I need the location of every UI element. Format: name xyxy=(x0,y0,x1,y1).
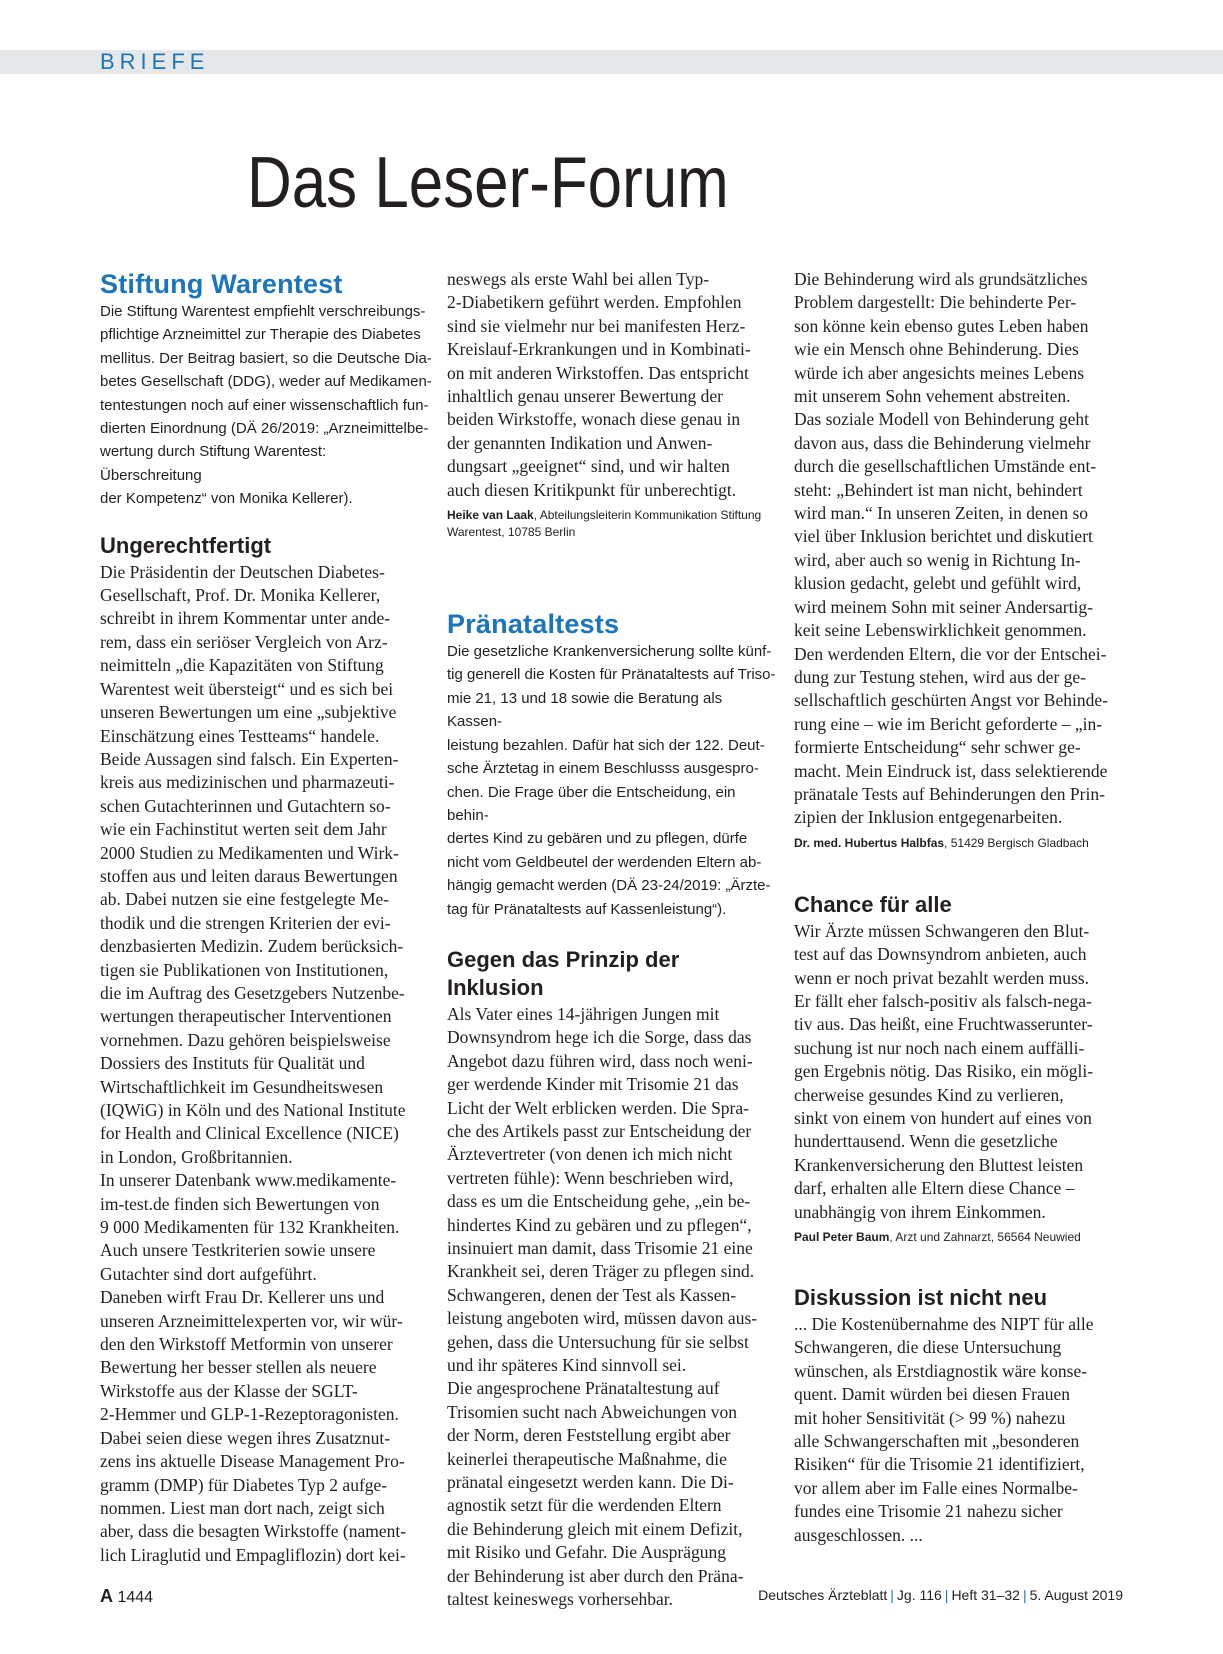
text-line: unseren Arzneimittelexperten vor, wir wür- xyxy=(100,1310,403,1331)
letter-heading-ungerechtfertigt: Ungerechtfertigt xyxy=(100,532,272,558)
text-line: hindertes Kind zu gebären und zu pflegen“, xyxy=(447,1214,752,1235)
text-line: mellitus. Der Beitrag basiert, so die Deutsche Dia- xyxy=(100,349,432,367)
text-line: Downsyndrom hege ich die Sorge, dass das xyxy=(447,1027,752,1048)
letter-heading-chance: Chance für alle xyxy=(794,891,952,917)
text-line: Licht der Welt erblicken werden. Die Spra- xyxy=(447,1097,749,1118)
signature-affiliation: , 51429 Bergisch Gladbach xyxy=(944,835,1089,850)
text-line: pränatal eingesetzt werden kann. Die Di- xyxy=(447,1472,734,1493)
text-line: im-test.de finden sich Bewertungen von xyxy=(100,1193,380,1214)
text-line: ... Die Kostenübernahme des NIPT für alle xyxy=(794,1314,1094,1335)
text-line: betes Gesellschaft (DDG), weder auf Medikamen- xyxy=(100,373,432,391)
text-line: Das soziale Modell von Behinderung geht xyxy=(794,409,1090,430)
text-line: vertreten fühle): Wenn beschrieben wird, xyxy=(447,1167,734,1188)
text-line: gramm (DMP) für Diabetes Typ 2 aufge- xyxy=(100,1474,388,1495)
text-line: vornehmen. Dazu gehören beispielsweise xyxy=(100,1029,391,1050)
letter-heading-diskussion: Diskussion ist nicht neu xyxy=(794,1285,1048,1311)
text-line: Er fällt eher falsch-positiv als falsch-nega- xyxy=(794,990,1092,1011)
section-label: BRIEFE xyxy=(100,49,210,74)
text-line: zipien der Inklusion entgegenarbeiten. xyxy=(794,807,1063,828)
text-line: Die Stiftung Warentest empfiehlt verschreibungs- xyxy=(100,303,426,320)
text-line: neimitteln „die Kapazitäten von Stiftung xyxy=(100,655,384,676)
text-line: beiden Wirkstoffe, wonach diese genau in xyxy=(447,409,741,430)
text-line: wird, aber auch so wenig in Richtung In- xyxy=(794,549,1081,570)
text-line: der Behinderung ist aber durch den Präna- xyxy=(447,1565,744,1586)
letter-signature xyxy=(447,507,779,541)
text-line: Daneben wirft Frau Dr. Kellerer uns und xyxy=(100,1287,385,1308)
text-line: Dossiers des Instituts für Qualität und xyxy=(100,1053,365,1074)
text-line: mie 21, 13 und 18 sowie die Beratung als Kassen- xyxy=(447,689,723,731)
text-line: unseren Bewertungen um eine „subjektive xyxy=(100,702,397,723)
signature-name: Dr. med. Hubertus Halbfas xyxy=(794,835,945,850)
text-line: tiv aus. Das heißt, eine Fruchtwasserunter- xyxy=(794,1014,1093,1035)
text-line: Trisomien sucht nach Abweichungen von xyxy=(447,1401,738,1422)
text-line: sinkt von einem von hundert auf eines von xyxy=(794,1108,1092,1128)
text-line: dung zur Testung stehen, wird aus der ge- xyxy=(794,666,1086,687)
journal-name: Deutsches Ärzteblatt xyxy=(758,1587,888,1603)
text-line: ausgeschlossen. ... xyxy=(794,1524,923,1545)
text-line: Krankenversicherung den Bluttest leisten xyxy=(794,1154,1084,1175)
text-line: Beide Aussagen sind falsch. Ein Experten- xyxy=(100,748,399,769)
text-line: ger werdende Kinder mit Trisomie 21 das xyxy=(447,1074,739,1095)
text-line: durch die gesellschaftlichen Umstände ent- xyxy=(794,456,1097,477)
text-line: denzbasierten Medizin. Zudem berücksich- xyxy=(100,936,404,957)
text-line: keit seine Lebenswirklichkeit genommen. xyxy=(794,620,1087,641)
text-line: Den werdenden Eltern, die vor der Entschei- xyxy=(794,643,1107,664)
letter-body xyxy=(447,1003,779,1612)
text-line: 9 000 Medikamenten für 132 Krankheiten. xyxy=(100,1217,400,1238)
page-title: Das Leser-Forum xyxy=(247,143,729,223)
text-line: sellschaftlich geschürten Angst vor Behinde- xyxy=(794,690,1108,711)
text-line: stoffen aus und leiten daraus Bewertungen xyxy=(100,865,398,886)
text-line: Wirtschaftlichkeit im Gesundheitswesen xyxy=(100,1076,384,1097)
text-line: dierten Einordnung (DÄ 26/2019: „Arzneimittelbe- xyxy=(100,420,429,438)
text-line: hunderttausend. Wenn die gesetzliche xyxy=(794,1131,1058,1152)
text-line: in London, Großbritannien. xyxy=(100,1146,293,1167)
article-intro xyxy=(100,300,432,511)
text-line: der Kompetenz“ von Monika Kellerer). xyxy=(100,490,353,508)
text-line: würde ich aber angesichts meines Lebens xyxy=(794,362,1085,383)
text-line: tigen sie Publikationen von Institutionen, xyxy=(100,959,389,980)
text-line: macht. Mein Eindruck ist, dass selektierende xyxy=(794,760,1108,781)
text-line: (IQWiG) in Köln und des National Institute xyxy=(100,1100,406,1120)
text-line: klusion gedacht, gelebt und gefühlt wird, xyxy=(794,573,1082,594)
text-line: Die gesetzliche Krankenversicherung sollte künf- xyxy=(447,643,772,661)
text-line: Auch unsere Testkriterien sowie unsere xyxy=(100,1240,376,1261)
text-line: test auf das Downsyndrom anbieten, auch xyxy=(794,944,1087,965)
text-line: wird meinem Sohn mit seiner Andersartig- xyxy=(794,596,1093,617)
text-line: wenn er noch privat bezahlt werden muss. xyxy=(794,967,1089,988)
text-line: Einschätzung eines Testteams“ handele. xyxy=(100,725,380,746)
text-line: schen Gutachterinnen und Gutachtern so- xyxy=(100,795,391,816)
text-line: Dabei seien diese wegen ihres Zusatznut- xyxy=(100,1427,391,1448)
text-line: sche Ärztetag in einem Beschlusss ausgespro- xyxy=(447,760,759,778)
text-line: die im Auftrag des Gesetzgebers Nutzenbe- xyxy=(100,982,405,1003)
signature-name: Paul Peter Baum xyxy=(794,1230,890,1245)
text-line: mit Risiko und Gefahr. Die Ausprägung xyxy=(447,1542,727,1563)
text-line: agnostik setzt für die werdenden Eltern xyxy=(447,1495,722,1516)
text-line: Wir Ärzte müssen Schwangeren den Blut- xyxy=(794,920,1090,941)
text-line: 2000 Studien zu Medikamenten und Wirk- xyxy=(100,842,399,863)
text-line: insinuiert man damit, dass Trisomie 21 eine xyxy=(447,1238,753,1258)
text-line: mit hoher Sensitivität (> 99 %) nahezu xyxy=(794,1407,1066,1428)
text-line: unabhängig von ihrem Einkommen. xyxy=(794,1201,1046,1222)
text-line: Problem dargestellt: Die behinderte Per- xyxy=(794,292,1077,313)
column-3 xyxy=(794,268,1126,1547)
text-line: on mit anderen Wirkstoffen. Das entspricht xyxy=(447,362,749,383)
text-line: Krankheit sei, deren Träger zu pflegen sind. xyxy=(447,1261,755,1282)
text-line: taltest keineswegs vorhersehbar. xyxy=(447,1589,673,1610)
text-line: Schwangeren, die diese Untersuchung xyxy=(794,1337,1062,1358)
text-line: der genannten Indikation und Anwen- xyxy=(447,432,713,453)
letter-heading-inklusion: Gegen das Prinzip der Inklusion xyxy=(447,946,680,1000)
journal-volume: Jg. 116 xyxy=(896,1587,942,1603)
text-line: formierte Entscheidung“ sehr schwer ge- xyxy=(794,737,1081,758)
text-line: alle Schwangerschaften mit „besonderen xyxy=(794,1431,1080,1452)
letter-signature xyxy=(794,1229,1126,1246)
text-line: Die angesprochene Pränataltestung auf xyxy=(447,1378,720,1399)
text-line: davon aus, dass die Behinderung vielmehr xyxy=(794,432,1091,453)
text-line: Bewertung her besser stellen als neuere xyxy=(100,1357,377,1378)
text-line: pränatale Tests auf Behinderungen den Prin- xyxy=(794,783,1105,804)
text-line: aber, dass die besagten Wirkstoffe (nament- xyxy=(100,1521,407,1542)
page-number xyxy=(100,1586,153,1607)
text-line: viel über Inklusion berichtet und diskutiert xyxy=(794,526,1093,547)
text-line: cherweise gesundes Kind zu verlieren, xyxy=(794,1084,1064,1105)
text-line: darf, erhalten alle Eltern diese Chance – xyxy=(794,1178,1075,1199)
text-line: kreis aus medizinischen und pharmazeuti- xyxy=(100,772,395,793)
text-line: hängig gemacht werden (DÄ 23-24/2019: „Ärzte- xyxy=(447,877,771,895)
signature-affiliation: , Arzt und Zahnarzt, 56564 Neuwied xyxy=(889,1230,1081,1245)
letter-body-continued xyxy=(447,268,779,502)
text-line: auch diesen Kritikpunkt für unberechtigt. xyxy=(447,479,737,500)
text-line: Warentest weit übersteigt“ und es sich bei xyxy=(100,678,394,699)
text-line: Gutachter sind dort aufgeführt. xyxy=(100,1263,317,1284)
text-line: dertes Kind zu gebären und zu pflegen, dürfe xyxy=(447,830,748,848)
text-line: In unserer Datenbank www.medikamente- xyxy=(100,1170,397,1191)
text-line: lich Liraglutid und Empagliflozin) dort kei- xyxy=(100,1544,406,1565)
text-line: rem, dass ein seriöser Vergleich von Arz- xyxy=(100,631,388,652)
text-line: Die Präsidentin der Deutschen Diabetes- xyxy=(100,561,385,582)
text-line: pflichtige Arzneimittel zur Therapie des Diabetes xyxy=(100,326,421,344)
journal-issue: Heft 31–32 xyxy=(951,1587,1020,1603)
text-line: die Behinderung gleich mit einem Defizit, xyxy=(447,1518,743,1539)
text-line: Schwangeren, denen der Test als Kassen- xyxy=(447,1284,737,1305)
text-line: Ärztevertreter (von denen ich mich nicht xyxy=(447,1144,733,1165)
letter-signature xyxy=(794,835,1126,852)
text-line: tig generell die Kosten für Pränataltests auf Triso- xyxy=(447,666,776,684)
text-line: gehen, dass die Untersuchung für sie selbst xyxy=(447,1331,749,1352)
page-number-value: 1444 xyxy=(117,1589,154,1606)
text-line: for Health and Clinical Excellence (NICE) xyxy=(100,1123,399,1144)
text-line: tentestungen noch auf einer wissenschaftlich fun- xyxy=(100,396,429,414)
text-line: Risiken“ für die Trisomie 21 identifiziert, xyxy=(794,1454,1085,1475)
letter-body xyxy=(794,1313,1126,1547)
page-prefix: A xyxy=(100,1586,113,1606)
signature-affiliation: , Abteilungsleiterin Kommunikation Stiftung xyxy=(533,508,762,523)
column-2 xyxy=(447,268,779,1612)
text-line: nommen. Liest man dort nach, zeigt sich xyxy=(100,1497,385,1518)
text-line: mit unserem Sohn vehement abstreiten. xyxy=(794,386,1071,407)
text-line: rung eine – wie im Bericht geforderte – „in- xyxy=(794,713,1103,734)
text-line: Kreislauf-Erkrankungen und in Kombinati- xyxy=(447,339,751,360)
text-line: 2-Diabetikern geführt werden. Empfohlen xyxy=(447,292,742,313)
text-line: chen. Die Frage über die Entscheidung, ein behin- xyxy=(447,783,736,824)
signature-affiliation-line2: Warentest, 10785 Berlin xyxy=(447,525,576,540)
text-line: wie ein Mensch ohne Behinderung. Dies xyxy=(794,339,1079,360)
text-line: schreibt in ihrem Kommentar unter ande- xyxy=(100,608,391,629)
text-line: 2-Hemmer und GLP-1-Rezeptoragonisten. xyxy=(100,1404,399,1425)
text-line: sind sie vielmehr nur bei manifesten Herz- xyxy=(447,315,746,336)
text-line: dungsart „geeignet“ sind, und wir halten xyxy=(447,456,730,477)
article-heading-praenataltests: Pränataltests xyxy=(447,609,620,640)
text-line: inhaltlich genau unserer Bewertung der xyxy=(447,386,724,407)
text-line: wertung durch Stiftung Warentest: Überschreitung xyxy=(100,443,327,484)
text-line: zens ins aktuelle Disease Management Pro- xyxy=(100,1451,405,1472)
text-line: neswegs als erste Wahl bei allen Typ- xyxy=(447,269,710,289)
publication-info: Deutsches Ärzteblatt | Jg. 116 | Heft 31–32 | 5. August 2019 xyxy=(758,1587,1123,1603)
text-line: quent. Damit würden bei diesen Frauen xyxy=(794,1384,1071,1405)
letter-body xyxy=(794,920,1126,1224)
text-line: ab. Dabei nutzen sie eine festgelegte Me- xyxy=(100,889,390,910)
text-line: Wirkstoffe aus der Klasse der SGLT- xyxy=(100,1380,358,1401)
text-line: wünschen, als Erstdiagnostik wäre konse- xyxy=(794,1360,1088,1381)
text-line: dass es um die Entscheidung gehe, „ein be- xyxy=(447,1191,751,1212)
text-line: Gesellschaft, Prof. Dr. Monika Kellerer, xyxy=(100,585,381,606)
text-line: wird man.“ In unseren Zeiten, in denen so xyxy=(794,503,1089,524)
article-heading-stiftung-warentest: Stiftung Warentest xyxy=(100,269,343,299)
text-line: nicht vom Geldbeutel der werdenden Eltern ab- xyxy=(447,853,762,871)
text-line: che des Artikels passt zur Entscheidung der xyxy=(447,1120,752,1141)
text-line: gen Ergebnis nötig. Das Risiko, ein mögli- xyxy=(794,1061,1094,1082)
text-line: und ihr späteres Kind sinnvoll sei. xyxy=(447,1355,687,1376)
text-line: suchung ist nur noch nach einem auffälli- xyxy=(794,1037,1085,1058)
letter-body xyxy=(100,561,432,1567)
text-line: Als Vater eines 14-jährigen Jungen mit xyxy=(447,1003,720,1024)
text-line: den den Wirkstoff Metformin von unserer xyxy=(100,1334,393,1355)
article-intro xyxy=(447,640,779,921)
text-line: fundes eine Trisomie 21 nahezu sicher xyxy=(794,1501,1063,1522)
text-line: son könne kein ebenso gutes Leben haben xyxy=(794,315,1089,336)
journal-date: 5. August 2019 xyxy=(1029,1587,1123,1603)
text-line: wie ein Fachinstitut werten seit dem Jahr xyxy=(100,819,387,840)
text-line: steht: „Behindert ist man nicht, behindert xyxy=(794,479,1083,500)
text-line: wertungen therapeutischer Interventionen xyxy=(100,1006,392,1027)
text-line: thodik und die strengen Kriterien der evi- xyxy=(100,912,391,933)
text-line: vor allem aber im Falle eines Normalbe- xyxy=(794,1477,1078,1498)
signature-name: Heike van Laak xyxy=(447,508,534,523)
text-line: keinerlei therapeutische Maßnahme, die xyxy=(447,1448,727,1469)
text-line: der Norm, deren Feststellung ergibt aber xyxy=(447,1425,731,1446)
text-line: leistung angeboten wird, müssen davon aus- xyxy=(447,1308,758,1329)
text-line: Die Behinderung wird als grundsätzliches xyxy=(794,269,1088,289)
text-line: tag für Pränataltests auf Kassenleistung“). xyxy=(447,900,727,918)
letter-body-continued xyxy=(794,268,1126,830)
text-line: leistung bezahlen. Dafür hat sich der 122. Deut- xyxy=(447,736,765,754)
text-line: Angebot dazu führen wird, dass noch weni- xyxy=(447,1050,753,1071)
column-1 xyxy=(100,268,432,1567)
